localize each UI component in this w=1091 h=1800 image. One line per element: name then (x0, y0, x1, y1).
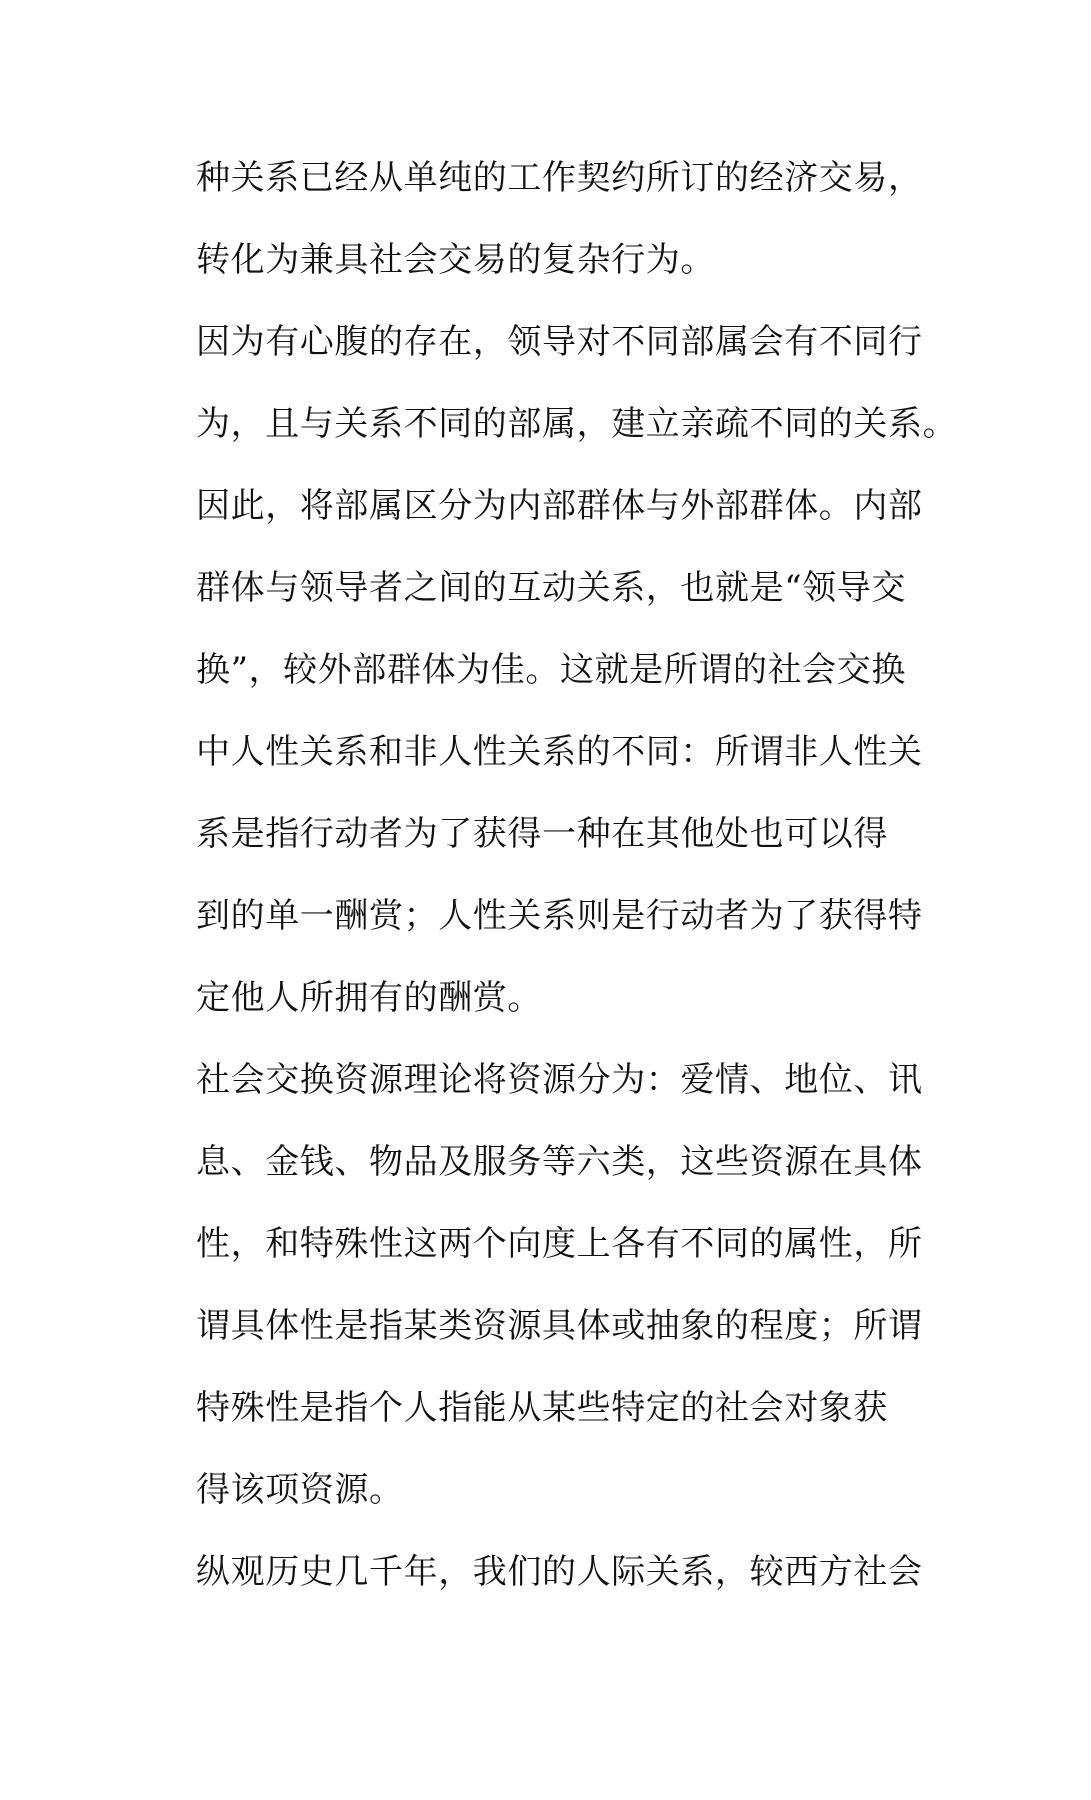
text-line: 群体与领导者之间的互动关系，也就是“领导交 (196, 568, 906, 608)
text-line: 社会交换资源理论将资源分为：爱情、地位、讯 (196, 1060, 923, 1100)
text-line: 因此，将部属区分为内部群体与外部群体。内部 (196, 486, 923, 526)
text-line: 得该项资源。 (196, 1470, 404, 1510)
text-line: 纵观历史几千年，我们的人际关系，较西方社会 (196, 1552, 923, 1592)
text-line: 中人性关系和非人性关系的不同：所谓非人性关 (196, 732, 923, 772)
text-line: 转化为兼具社会交易的复杂行为。 (196, 240, 715, 280)
paragraph (196, 1552, 923, 1592)
text-line: 息、金钱、物品及服务等六类，这些资源在具体 (196, 1142, 923, 1182)
paragraph (196, 486, 923, 1018)
text-line: 系是指行动者为了获得一种在其他处也可以得 (196, 814, 888, 854)
text-line: 到的单一酬赏；人性关系则是行动者为了获得特 (196, 896, 923, 936)
body-text (196, 158, 958, 1634)
text-line: 种关系已经从单纯的工作契约所订的经济交易， (196, 158, 923, 198)
paragraph (196, 158, 923, 280)
text-line: 为，且与关系不同的部属，建立亲疏不同的关系。 (196, 404, 958, 444)
paragraph (196, 322, 958, 444)
text-line: 特殊性是指个人指能从某些特定的社会对象获 (196, 1388, 888, 1428)
text-line: 定他人所拥有的酬赏。 (196, 978, 542, 1018)
text-line: 性，和特殊性这两个向度上各有不同的属性，所 (196, 1224, 923, 1264)
paragraph (196, 1060, 923, 1510)
text-line: 因为有心腹的存在，领导对不同部属会有不同行 (196, 322, 923, 362)
text-line: 换”，较外部群体为佳。这就是所谓的社会交换 (196, 650, 906, 690)
text-line: 谓具体性是指某类资源具体或抽象的程度；所谓 (196, 1306, 923, 1346)
